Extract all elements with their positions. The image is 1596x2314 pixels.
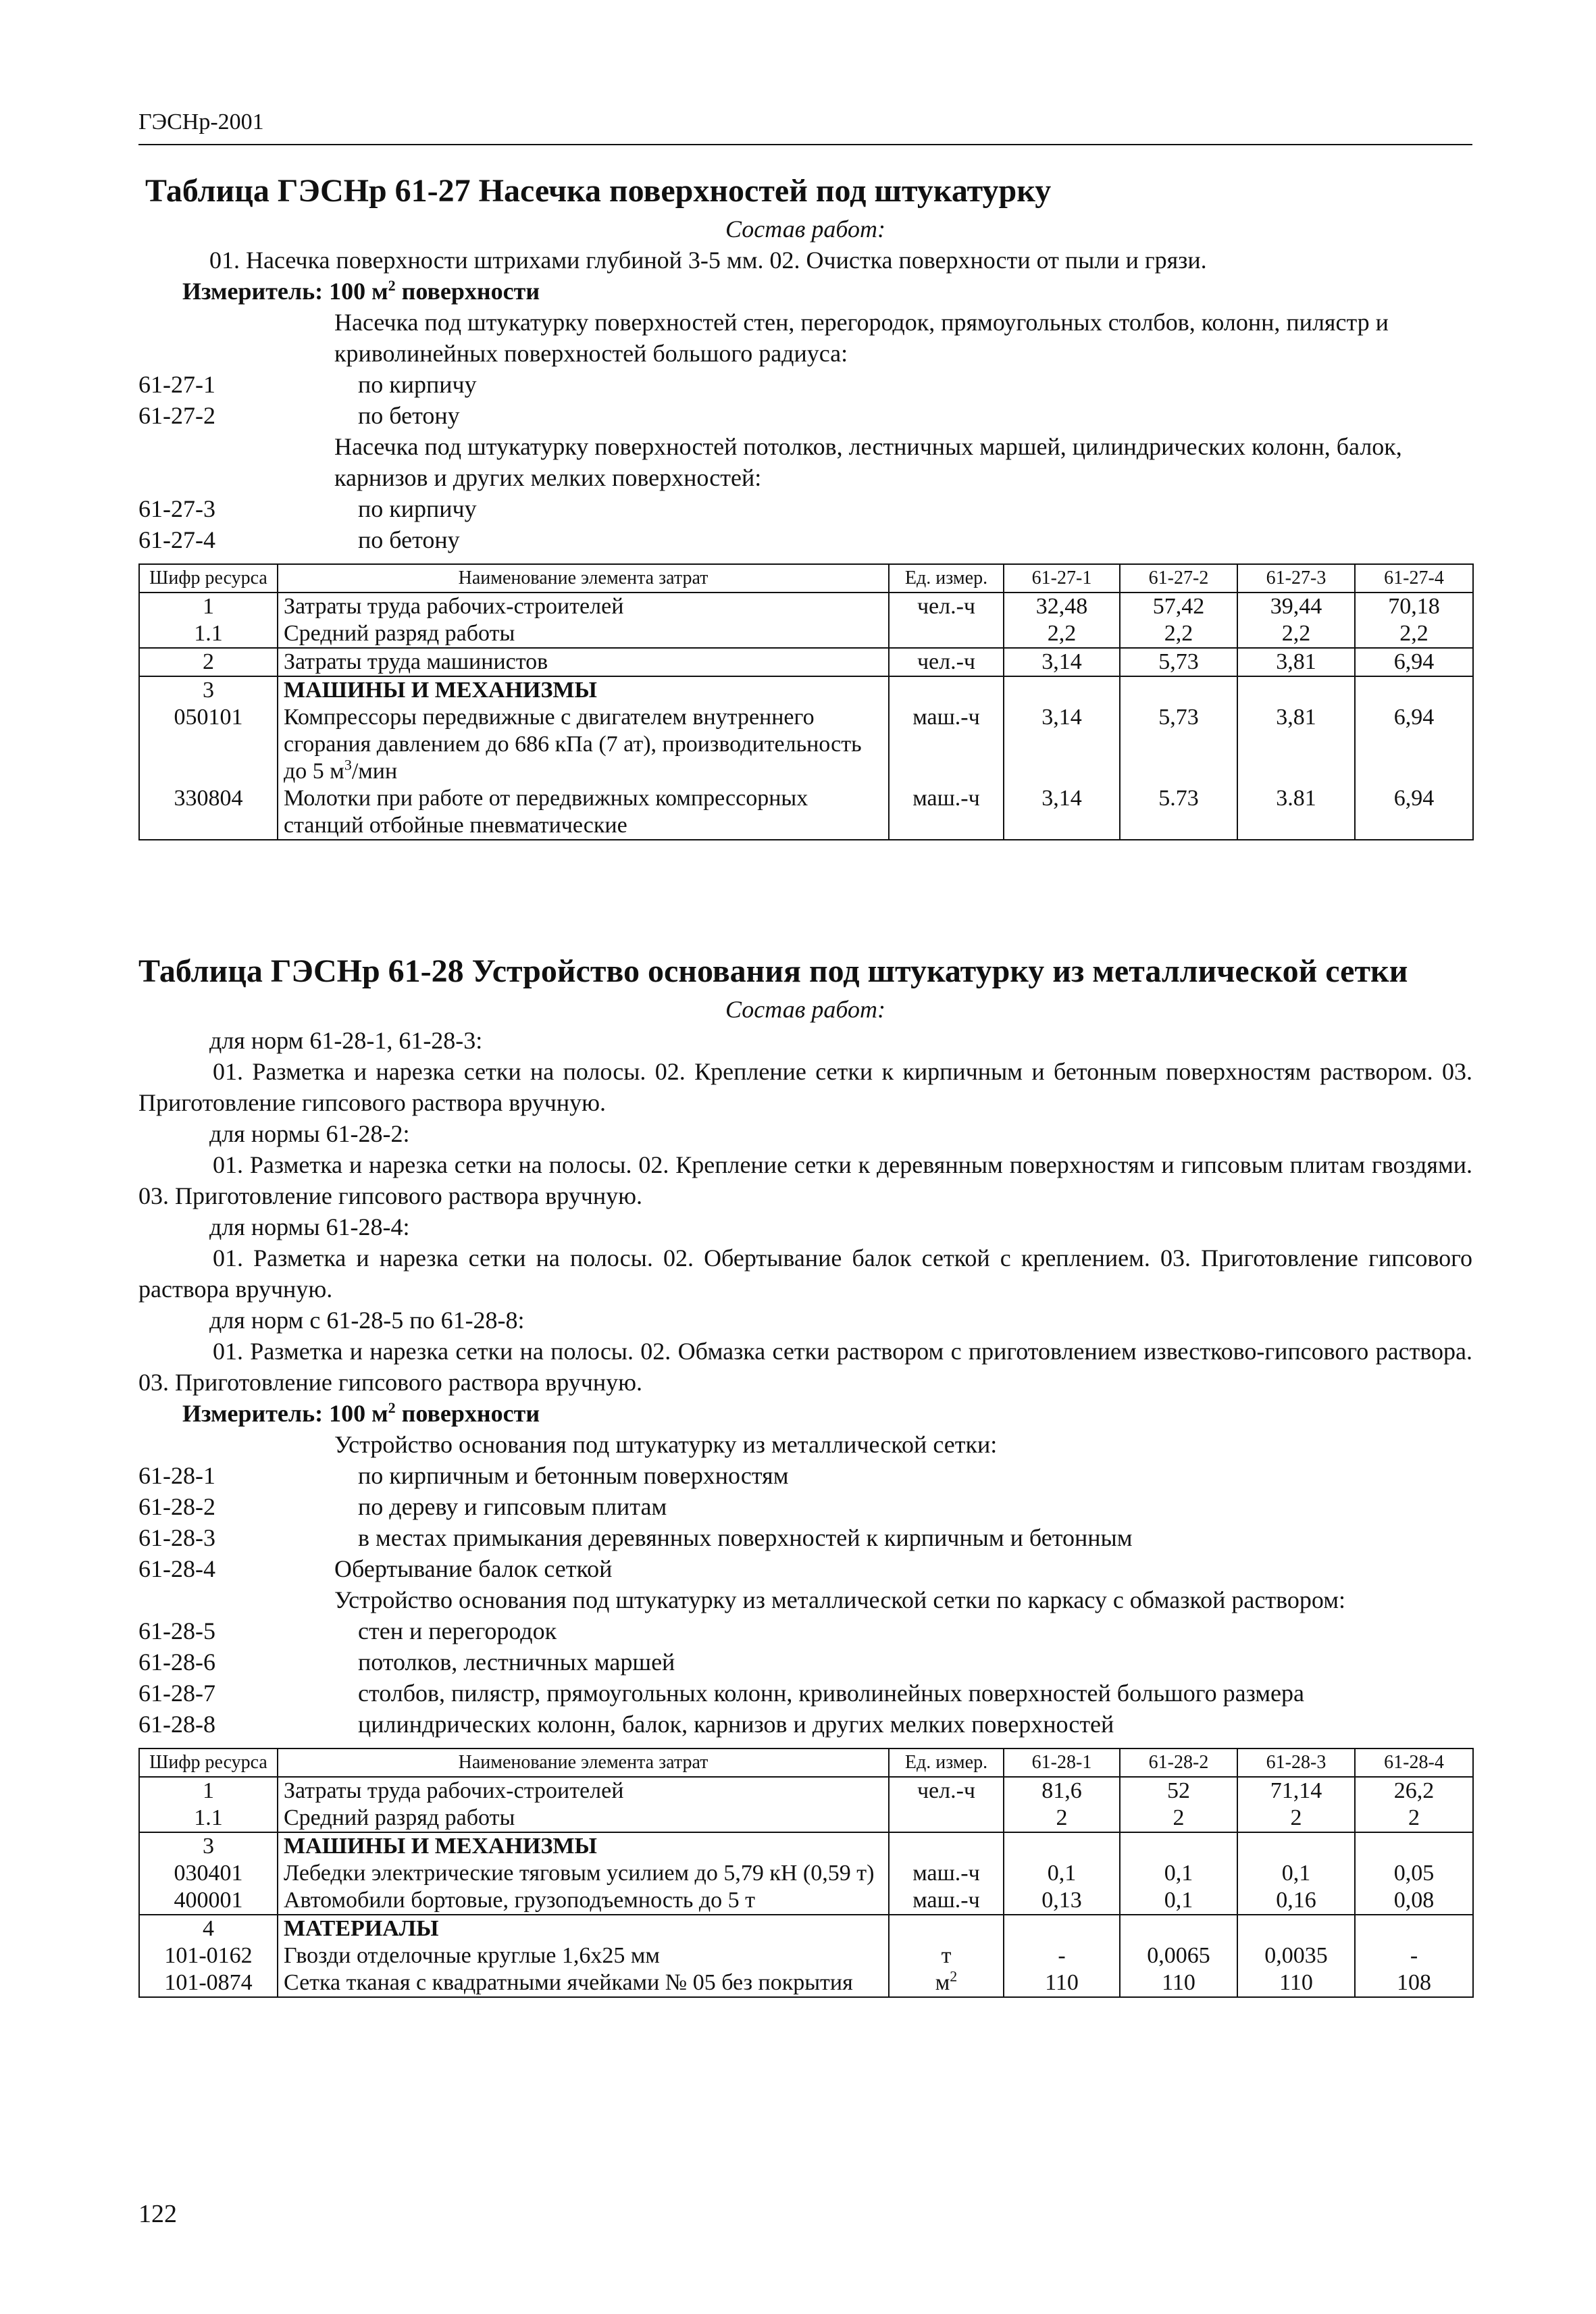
table-row: 1.1 Средний разряд работы 2 2 2 2 (139, 1805, 1473, 1832)
list-item: 61-28-5 стен и перегородок (138, 1617, 557, 1644)
table-row: 3 МАШИНЫ И МЕХАНИЗМЫ (139, 676, 1473, 704)
table-row: 030401 Лебедки электрические тяговым усилием до 5,79 кН (0,59 т) маш.-ч 0,1 0,1 0,1 0,05 (139, 1860, 1473, 1887)
table-row: 101-0874 Сетка тканая с квадратными ячейками № 05 без покрытия $м^2$ 110 110 110 108 (139, 1969, 1473, 1997)
meter: Измеритель: 100 $м^2$ поверхности (182, 1399, 540, 1427)
cost-table-61-27 (138, 563, 1474, 840)
work-text: 01. Разметка и нарезка сетки на полосы. 02. Крепление сетки к кирпичным и бетонным поверхностям раствором. 03. Приготовление гипсового раствора вручную. (138, 1058, 1472, 1116)
table-header-row (139, 564, 1473, 593)
work-label: для норм с 61-28-5 по 61-28-8: (209, 1307, 525, 1334)
list-item: 61-27-3 по кирпичу (138, 495, 477, 522)
list-item: 61-27-1 по кирпичу (138, 371, 477, 398)
col-header-name: Наименование элемента затрат (278, 564, 889, 593)
table-row: 1.1 Средний разряд работы 2,2 2,2 2,2 2,2 (139, 620, 1473, 648)
col-header-code: Шифр ресурса (139, 564, 278, 593)
table-header-row (139, 1749, 1473, 1777)
meter: Измеритель: 100 $м^2$ поверхности (182, 277, 540, 305)
table-row: 400001 Автомобили бортовые, грузоподъемность до 5 т маш.-ч 0,13 0,1 0,16 0,08 (139, 1887, 1473, 1915)
norm-list (138, 1429, 1472, 1740)
col-header-norm: 61-27-2 (1120, 564, 1237, 593)
col-header-norm: 61-28-2 (1120, 1749, 1237, 1777)
list-item: 61-28-4 Обертывание балок сеткой (138, 1555, 613, 1582)
work-composition-label: Состав работ: (725, 996, 885, 1023)
section-61-28 (138, 949, 1472, 1998)
col-header-unit: Ед. измер. (889, 564, 1004, 593)
col-header-code: Шифр ресурса (139, 1749, 278, 1777)
list-item: 61-28-3 в местах примыкания деревянных поверхностей к кирпичным и бетонным (138, 1524, 1133, 1551)
table-row: 3 МАШИНЫ И МЕХАНИЗМЫ (139, 1832, 1473, 1860)
list-item: 61-28-7 столбов, пилястр, прямоугольных колонн, криволинейных поверхностей большого размера (138, 1680, 1305, 1707)
page-number: 122 (138, 2200, 177, 2228)
list-item: 61-28-1 по кирпичным и бетонным поверхностям (138, 1462, 789, 1489)
work-text: 01. Разметка и нарезка сетки на полосы. 02. Обертывание балок сеткой с креплением. 03. Приготовление гипсового раствора вручную. (138, 1244, 1472, 1303)
group-description: Устройство основания под штукатурку из металлической сетки: (334, 1431, 998, 1458)
work-label: для норм 61-28-1, 61-28-3: (209, 1027, 483, 1054)
col-header-norm: 61-27-4 (1355, 564, 1473, 593)
group-description: Устройство основания под штукатурку из металлической сетки по каркасу с обмазкой раствором: (334, 1586, 1345, 1613)
col-header-norm: 61-28-3 (1237, 1749, 1355, 1777)
col-header-name: Наименование элемента затрат (278, 1749, 889, 1777)
norm-list (138, 307, 1472, 555)
col-header-unit: Ед. измер. (889, 1749, 1004, 1777)
col-header-norm: 61-28-1 (1004, 1749, 1120, 1777)
work-composition-label: Состав работ: (725, 216, 885, 243)
table-row: 1 Затраты труда рабочих-строителей чел.-ч 32,48 57,42 39,44 70,18 (139, 593, 1473, 620)
table-61-27-title: Таблица ГЭСНр 61-27 Насечка поверхностей под штукатурку (145, 173, 1052, 209)
group-description: Насечка под штукатурку поверхностей стен, перегородок, прямоугольных столбов, колонн, пилястр и криволинейных поверхностей большого радиуса: (334, 309, 1389, 367)
work-text: 01. Разметка и нарезка сетки на полосы. 02. Обмазка сетки раствором с приготовлением известково-гипсового раствора. 03. Приготовление гипсового раствора вручную. (138, 1338, 1472, 1396)
section-61-27 (138, 169, 1472, 840)
work-text: 01. Разметка и нарезка сетки на полосы. 02. Крепление сетки к деревянным поверхностям и гипсовым плитам гвоздями. 03. Приготовление гипсового раствора вручную. (138, 1151, 1472, 1209)
col-header-norm: 61-27-3 (1237, 564, 1355, 593)
col-header-norm: 61-28-4 (1355, 1749, 1473, 1777)
table-row: 050101 Компрессоры передвижные с двигателем внутреннего сгорания давлением до 686 кПа (7 ат), производительность до 5 $м^3$/мин маш.-ч 3,14 5,73 3,81 6,94 (139, 704, 1473, 785)
work-label: для нормы 61-28-2: (209, 1120, 410, 1147)
col-header-norm: 61-27-1 (1004, 564, 1120, 593)
table-row: 1 Затраты труда рабочих-строителей чел.-ч 81,6 52 71,14 26,2 (139, 1777, 1473, 1805)
list-item: 61-27-4 по бетону (138, 526, 460, 553)
table-61-28-title: Таблица ГЭСНр 61-28 Устройство основания под штукатурку из металлической сетки (138, 953, 1408, 989)
list-item: 61-28-6 потолков, лестничных маршей (138, 1649, 675, 1676)
cost-table-61-28 (138, 1748, 1474, 1998)
work-label: для нормы 61-28-4: (209, 1213, 410, 1240)
group-description: Насечка под штукатурку поверхностей потолков, лестничных маршей, цилиндрических колонн, балок, карнизов и других мелких поверхностей: (334, 433, 1402, 491)
list-item: 61-28-8 цилиндрических колонн, балок, карнизов и других мелких поверхностей (138, 1711, 1114, 1738)
list-item: 61-28-2 по дереву и гипсовым плитам (138, 1493, 667, 1520)
table-row: 2 Затраты труда машинистов чел.-ч 3,14 5,73 3,81 6,94 (139, 648, 1473, 676)
header-rule (138, 144, 1472, 145)
list-item: 61-27-2 по бетону (138, 402, 460, 429)
table-row: 4 МАТЕРИАЛЫ (139, 1915, 1473, 1942)
table-row: 330804 Молотки при работе от передвижных компрессорных станций отбойные пневматические маш.-ч 3,14 5.73 3.81 6,94 (139, 785, 1473, 840)
table-row: 101-0162 Гвозди отделочные круглые 1,6х25 мм т - 0,0065 0,0035 - (139, 1942, 1473, 1969)
running-header: ГЭСНр-2001 (138, 109, 264, 134)
work-text: 01. Насечка поверхности штрихами глубиной 3-5 мм. 02. Очистка поверхности от пыли и грязи. (209, 247, 1207, 274)
